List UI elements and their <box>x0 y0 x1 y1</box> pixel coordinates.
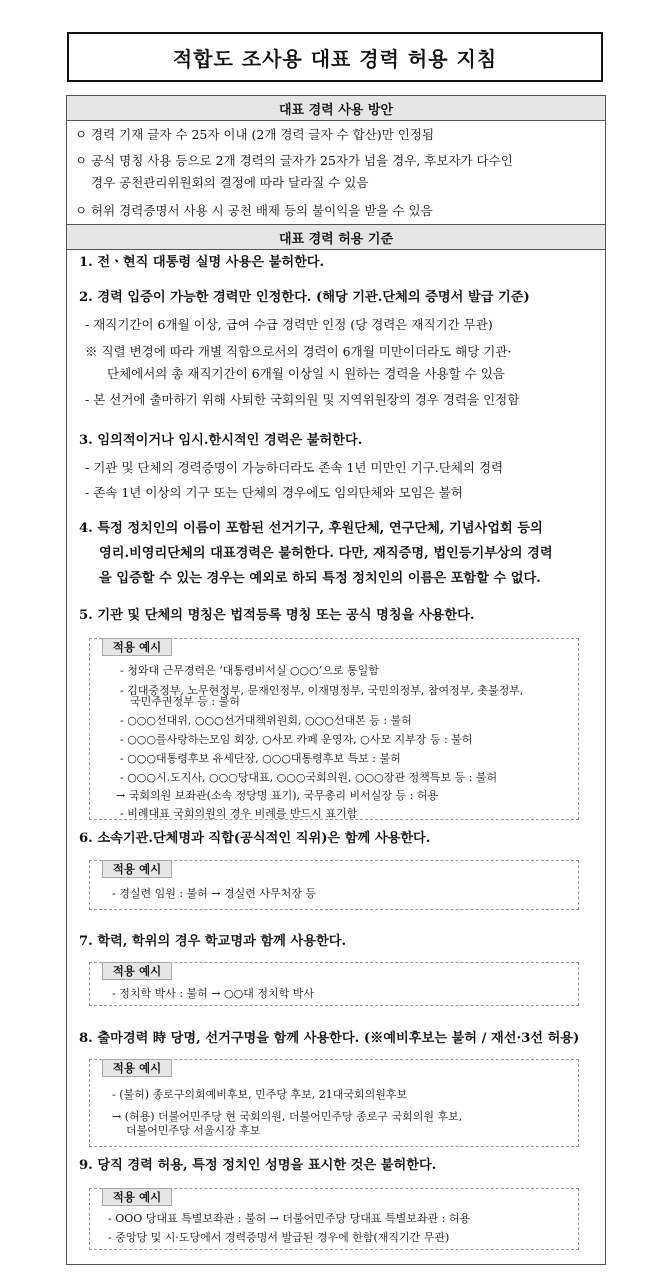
usage-bullet: ㅇ 공식 명칭 사용 등으로 2개 경력의 글자가 25자가 넘을 경우, 후보자가 다수인 <box>75 153 513 168</box>
criterion-4: 4. 특정 정치인의 이름이 포함된 선거기구, 후원단체, 연구단체, 기념사업회 등의 <box>79 521 543 536</box>
example-label: 적용 예시 <box>102 860 172 878</box>
example-box-8 <box>89 1059 579 1147</box>
example-line: - ○○○시.도지사, ○○○당대표, ○○○국회의원, ○○○장관 정책특보 등 : 불허 <box>120 771 498 784</box>
usage-bullet-cont: 경우 공천관리위원회의 결정에 따라 달라질 수 있음 <box>91 175 369 190</box>
criterion-2-note: ※ 직렬 변경에 따라 개별 직함으로서의 경력이 6개월 미만이더라도 해당 기관· <box>85 344 512 359</box>
criterion-3-detail: - 기관 및 단체의 경력증명이 가능하더라도 존속 1년 미만인 기구.단체의 경력 <box>85 460 504 475</box>
example-line-cont: 국민주권정부 등 : 불허 <box>130 695 240 708</box>
criterion-2: 2. 경력 입증이 가능한 경력만 인정한다. (해당 기관.단체의 증명서 발급 기준) <box>79 290 530 305</box>
example-line: - ○○○대통령후보 유세단장, ○○○대통령후보 특보 : 불허 <box>120 752 401 765</box>
example-box-5 <box>89 638 579 820</box>
example-line: - (불허) 종로구의회예비후보, 민주당 후보, 21대국회의원후보 <box>112 1088 408 1101</box>
criterion-8: 8. 출마경력 時 당명, 선거구명을 함께 사용한다. (※예비후보는 불허 / 재선·3선 허용) <box>79 1031 580 1046</box>
example-line: - 청와대 근무경력은 ‘대통령비서실 ○○○’으로 통일함 <box>120 664 379 677</box>
example-line: - 경실련 임원 : 불허 → 경실련 사무처장 등 <box>112 887 317 900</box>
criterion-4-cont: 을 입증할 수 있는 경우는 예외로 하되 특정 정치인의 이름은 포함할 수 없다. <box>99 571 541 586</box>
criterion-9: 9. 당직 경력 허용, 특정 정치인 성명을 표시한 것은 불허한다. <box>79 1158 437 1173</box>
example-line: - ○○○를사랑하는모임 회장, ○사모 카페 운영자, ○사모 지부장 등 : 불허 <box>120 733 473 746</box>
example-label: 적용 예시 <box>102 1059 172 1077</box>
criterion-7: 7. 학력, 학위의 경우 학교명과 함께 사용한다. <box>79 934 347 949</box>
example-line-cont: 더불어민주당 서울시장 후보 <box>126 1124 261 1137</box>
criterion-3: 3. 임의적이거나 임시.한시적인 경력은 불허한다. <box>79 433 363 448</box>
criterion-4-cont: 영리.비영리단체의 대표경력은 불허한다. 다만, 재직증명, 법인등기부상의 경력 <box>99 546 553 561</box>
criterion-2-detail: - 본 선거에 출마하기 위해 사퇴한 국회의원 및 지역위원장의 경우 경력을 인정함 <box>85 392 520 407</box>
example-label: 적용 예시 <box>102 1188 172 1206</box>
example-line: - 비례대표 국회의원의 경우 비례를 반드시 표기함 <box>120 807 358 820</box>
section-heading-criteria: 대표 경력 허용 기준 <box>67 224 605 250</box>
example-line: - 정치학 박사 : 불허 → ○○대 정치학 박사 <box>112 987 314 1000</box>
usage-bullet: ㅇ 경력 기재 글자 수 25자 이내 (2개 경력 글자 수 합산)만 인정됨 <box>75 127 435 142</box>
example-box-9 <box>89 1188 579 1250</box>
example-line: - OOO 당대표 특별보좌관 : 불허 → 더불어민주당 당대표 특별보좌관 : 허용 <box>108 1212 471 1225</box>
example-line: - 김대중정부, 노무현정부, 문재인정부, 이재명정부, 국민의정부, 참여정부, 촛불정부, <box>120 684 524 697</box>
document-title: 적합도 조사용 대표 경력 허용 지침 <box>172 46 498 71</box>
example-line: → (허용) 더불어민주당 현 국회의원, 더불어민주당 종로구 국회의원 후보, <box>112 1110 463 1123</box>
criterion-3-detail: - 존속 1년 이상의 기구 또는 단체의 경우에도 임의단체와 모임은 불허 <box>85 485 463 500</box>
criterion-5: 5. 기관 및 단체의 명칭은 법적등록 명칭 또는 공식 명칭을 사용한다. <box>79 608 475 623</box>
criterion-6: 6. 소속기관.단체명과 직합(공식적인 직위)은 함께 사용한다. <box>79 831 431 846</box>
example-box-7 <box>89 962 579 1006</box>
document-title-box <box>67 32 603 82</box>
section-heading-usage: 대표 경력 사용 방안 <box>67 95 605 121</box>
example-label: 적용 예시 <box>102 638 172 656</box>
example-line: → 국회의원 보좌관(소속 정당명 표기), 국무총리 비서실장 등 : 허용 <box>116 789 439 802</box>
example-box-6 <box>89 860 579 910</box>
example-label: 적용 예시 <box>102 962 172 980</box>
example-line: - ○○○선대위, ○○○선거대책위원회, ○○○선대본 등 : 불허 <box>120 714 412 727</box>
guideline-panel <box>66 95 606 1265</box>
criterion-2-note-cont: 단체에서의 총 재직기간이 6개월 이상일 시 원하는 경력을 사용할 수 있음 <box>107 366 505 381</box>
criterion-2-detail: - 재직기간이 6개월 이상, 급여 수급 경력만 인정 (당 경력은 재직기간 무관) <box>85 317 493 332</box>
usage-bullet: ㅇ 허위 경력증명서 사용 시 공천 배제 등의 불이익을 받을 수 있음 <box>75 203 433 218</box>
criterion-1: 1. 전ㆍ현직 대통령 실명 사용은 불허한다. <box>79 255 325 270</box>
example-line: - 중앙당 및 시·도당에서 경력증명서 발급된 경우에 한함(재직기간 무관) <box>108 1231 450 1244</box>
